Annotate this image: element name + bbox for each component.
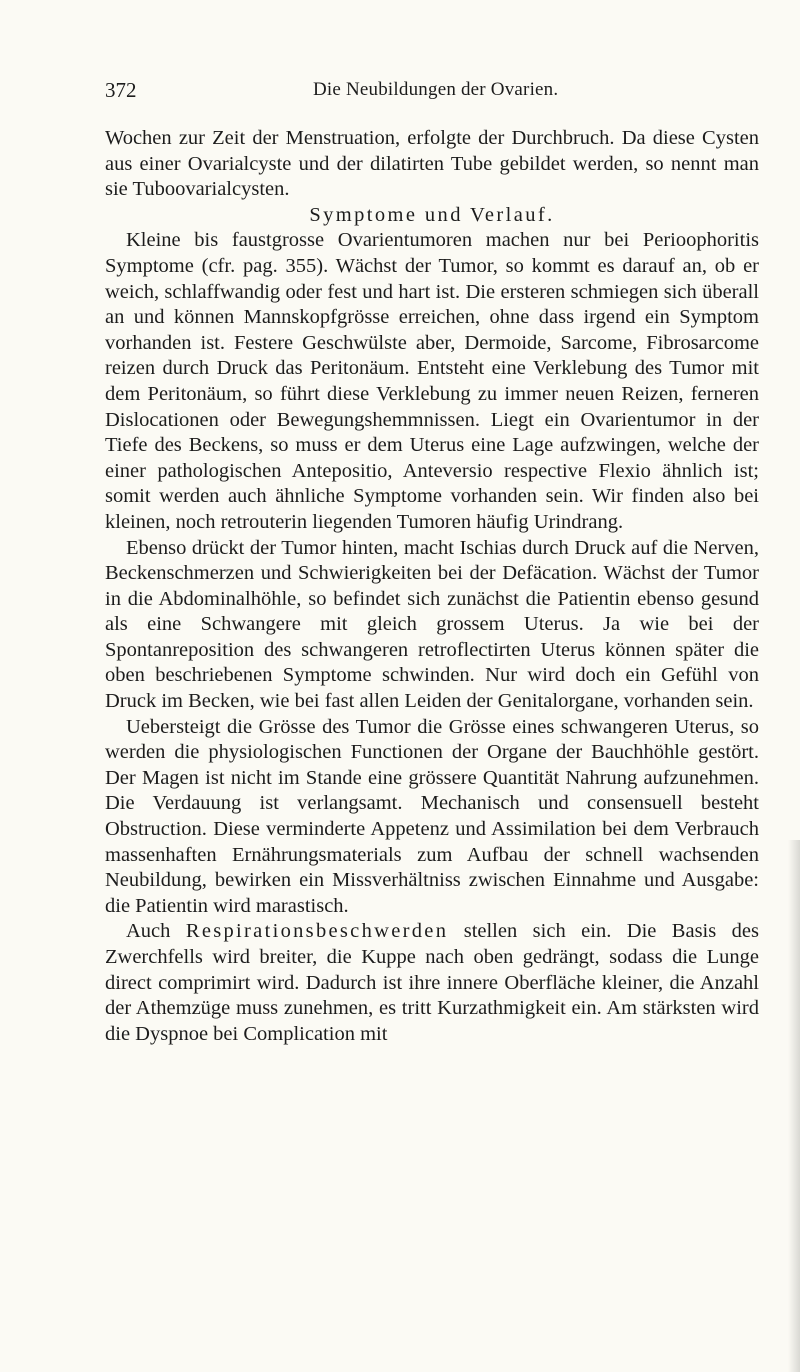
paragraph-2: Kleine bis faustgrosse Ovarientumoren machen nur bei Perioophoritis Symptome (cfr. pag. 355). Wächst der Tumor, so kommt es darauf an, ob er weich, schlaffwandig oder fest und hart ist. Die ersteren schmiegen sich überall an und können Mannskopfgrösse erreichen, ohne dass irgend ein Symptom vorhanden ist. Festere Geschwülste aber, Dermoide, Sarcome, Fibrosarcome reizen durch Druck das Peritonäum. Entsteht eine Verklebung des Tumor mit dem Peritonäum, so führt diese Verklebung zu immer neuen Reizen, ferneren Dislocationen oder Bewegungshemmnissen. Liegt ein Ovarientumor in der Tiefe des Beckens, so muss er dem Uterus eine Lage aufzwingen, welche der einer pathologischen Antepositio, Anteversio respective Flexio ähnlich ist; somit werden auch ähnliche Symptome vorhanden sein. Wir finden also bei kleinen, noch retrouterin liegenden Tumoren häufig Urindrang. xyxy=(105,229,759,533)
paragraph-3: Ebenso drückt der Tumor hinten, macht Ischias durch Druck auf die Nerven, Beckenschmerzen und Schwierigkeiten bei der Defäcation. Wächst der Tumor in die Abdominalhöhle, so befindet sich zunächst die Patientin ebenso gesund als eine Schwangere mit gleich grossem Uterus. Ja wie bei der Spontanreposition des schwangeren retroflectirten Uterus können später die oben beschriebenen Symptome schwinden. Nur wird doch ein Gefühl von Druck im Becken, wie bei fast allen Leiden der Genitalorgane, vorhanden sein. xyxy=(105,536,759,713)
section-heading: Symptome und Verlauf. xyxy=(309,203,555,226)
page-number: 372 xyxy=(105,78,137,102)
paragraph-1: Wochen zur Zeit der Menstruation, erfolgte der Durchbruch. Da diese Cysten aus einer Ovarialcyste und der dilatirten Tube gebildet werden, so nennt man sie Tuboovarialcysten. xyxy=(105,127,759,201)
running-head xyxy=(105,78,760,102)
emphasized-term: Respirationsbeschwerden xyxy=(185,920,449,943)
paragraph-5-start: Auch xyxy=(126,920,171,943)
paragraph-5 xyxy=(105,919,759,1047)
running-title: Die Neubildungen der Ovarien. xyxy=(313,79,559,100)
paragraph-4: Uebersteigt die Grösse des Tumor die Grösse eines schwangeren Uterus, so werden die physiologischen Functionen der Organe der Bauchhöhle gestört. Der Magen ist nicht im Stande eine grössere Quantität Nahrung aufzunehmen. Die Verdauung ist verlangsamt. Mechanisch und consensuell besteht Obstruction. Diese verminderte Appetenz und Assimilation bei dem Verbrauch massenhaften Ernährungsmaterials zum Aufbau der schnell wachsenden Neubildung, bewirken ein Missverhältniss zwischen Einnahme und Ausgabe: die Patientin wird marastisch. xyxy=(105,715,759,917)
body-text xyxy=(105,126,759,1047)
page-edge-shadow xyxy=(788,840,800,1372)
paragraph-5-rest: stellen sich ein. Die Basis des Zwerchfells wird breiter, die Kuppe nach oben gedrängt, sodass die Lunge direct comprimirt wird. Dadurch ist ihre innere Oberfläche kleiner, die Anzahl der Athemzüge muss zunehmen, es tritt Kurzathmigkeit ein. Am stärksten wird die Dyspnoe bei Complication mit xyxy=(105,920,760,1045)
